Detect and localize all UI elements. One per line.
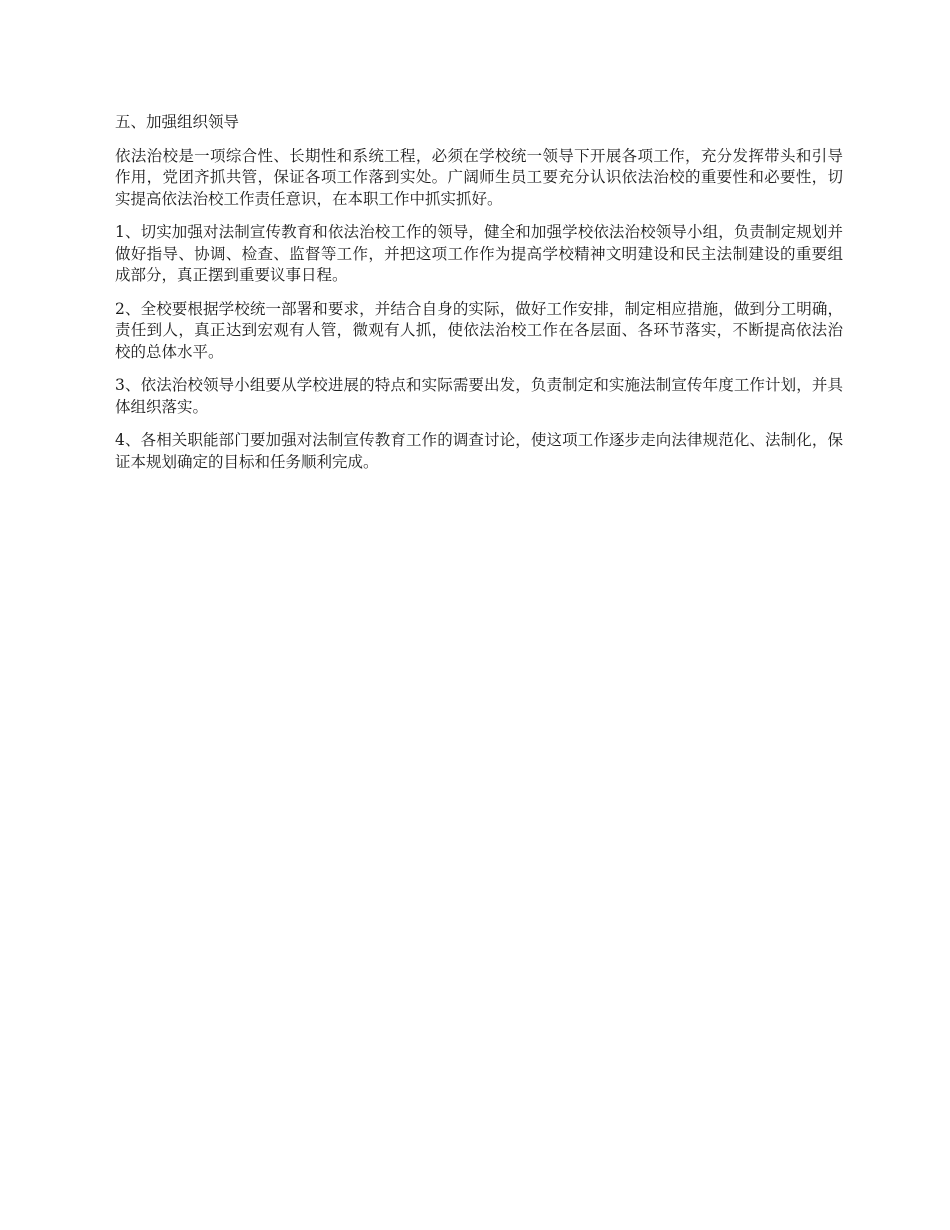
paragraph-intro: 依法治校是一项综合性、长期性和系统工程，必须在学校统一领导下开展各项工作，充分发挥带头和引导作用，党团齐抓共管，保证各项工作落到实处。广阔师生员工要充分认识依法治校的重要性和必要性，切实提高依法治校工作责任意识，在本职工作中抓实抓好。 [115, 146, 843, 208]
paragraph-item-3: 3、依法治校领导小组要从学校进展的特点和实际需要出发，负责制定和实施法制宣传年度工作计划，并具体组织落实。 [115, 376, 843, 416]
paragraph-item-4: 4、各相关职能部门要加强对法制宣传教育工作的调查讨论，使这项工作逐步走向法律规范化、法制化，保证本规划确定的目标和任务顺利完成。 [115, 431, 843, 471]
section-heading: 五、加强组织领导 [115, 113, 240, 131]
document-page [115, 112, 843, 485]
paragraph-item-1: 1、切实加强对法制宣传教育和依法治校工作的领导，健全和加强学校依法治校领导小组，负责制定规划并做好指导、协调、检查、监督等工作，并把这项工作作为提高学校精神文明建设和民主法制建设的重要组成部分，真正摆到重要议事日程。 [115, 223, 843, 284]
paragraph-item-2: 2、全校要根据学校统一部署和要求，并结合自身的实际，做好工作安排，制定相应措施，做到分工明确，责任到人，真正达到宏观有人管，微观有人抓，使依法治校工作在各层面、各环节落实，不断提高依法治校的总体水平。 [115, 299, 843, 361]
